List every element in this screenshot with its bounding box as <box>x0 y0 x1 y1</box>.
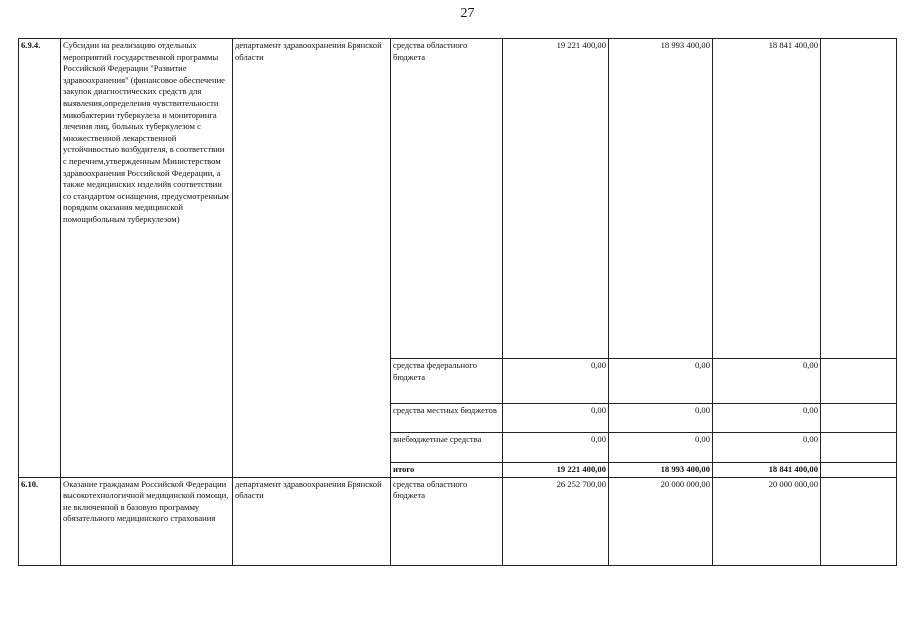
row-description: Оказание гражданам Российской Федерации высокотехнологичной медицинской помощи, не включенной в базовую программу обязательного медицинского страхования <box>61 477 233 565</box>
empty-cell <box>821 463 897 478</box>
funding-source: внебюджетные средства <box>391 433 503 463</box>
amount-year-1: 0,00 <box>503 404 609 433</box>
amount-year-1: 0,00 <box>503 433 609 463</box>
amount-year-2: 0,00 <box>609 359 713 404</box>
amount-year-2: 0,00 <box>609 433 713 463</box>
budget-table <box>18 38 897 566</box>
empty-cell <box>821 359 897 404</box>
amount-year-1: 19 221 400,00 <box>503 39 609 359</box>
amount-year-3: 0,00 <box>713 404 821 433</box>
total-year-3: 18 841 400,00 <box>713 463 821 478</box>
amount-year-2: 18 993 400,00 <box>609 39 713 359</box>
row-description: Субсидии на реализацию отдельных мероприятий государственной программы Российской Федерации "Развитие здравоохранения" (финансовое обеспечение закупок диагностических средств для выявления,определения чувствительности микобактерии туберкулеза и мониторинга лечения лиц, больных туберкулезом с множественной лекарственной устойчивостью возбудителя, в соответствии с перечнем,утвержденным Министерством здравоохранения Российской Федерации, а также медицинских изделийв соответствии со стандартом оснащения, предусмотренным порядком оказания медицинской помощибольным туберкулезом) <box>61 39 233 478</box>
table-row <box>19 477 897 565</box>
funding-source: средства местных бюджетов <box>391 404 503 433</box>
row-code: 6.10. <box>19 477 61 565</box>
row-code: 6.9.4. <box>19 39 61 478</box>
amount-year-3: 0,00 <box>713 359 821 404</box>
row-executor: департамент здравоохранения Брянской области <box>233 477 391 565</box>
funding-source: средства областного бюджета <box>391 477 503 565</box>
total-year-2: 18 993 400,00 <box>609 463 713 478</box>
amount-year-1: 26 252 700,00 <box>503 477 609 565</box>
funding-source: средства областного бюджета <box>391 39 503 359</box>
funding-source: средства федерального бюджета <box>391 359 503 404</box>
page-number: 27 <box>460 6 475 21</box>
amount-year-2: 0,00 <box>609 404 713 433</box>
empty-cell <box>821 404 897 433</box>
amount-year-3: 0,00 <box>713 433 821 463</box>
total-year-1: 19 221 400,00 <box>503 463 609 478</box>
table-row <box>19 39 897 359</box>
amount-year-1: 0,00 <box>503 359 609 404</box>
amount-year-2: 20 000 000,00 <box>609 477 713 565</box>
funding-source-total: итого <box>391 463 503 478</box>
empty-cell <box>821 477 897 565</box>
row-executor: департамент здравоохранения Брянской области <box>233 39 391 478</box>
amount-year-3: 18 841 400,00 <box>713 39 821 359</box>
amount-year-3: 20 000 000,00 <box>713 477 821 565</box>
empty-cell <box>821 433 897 463</box>
empty-cell <box>821 39 897 359</box>
